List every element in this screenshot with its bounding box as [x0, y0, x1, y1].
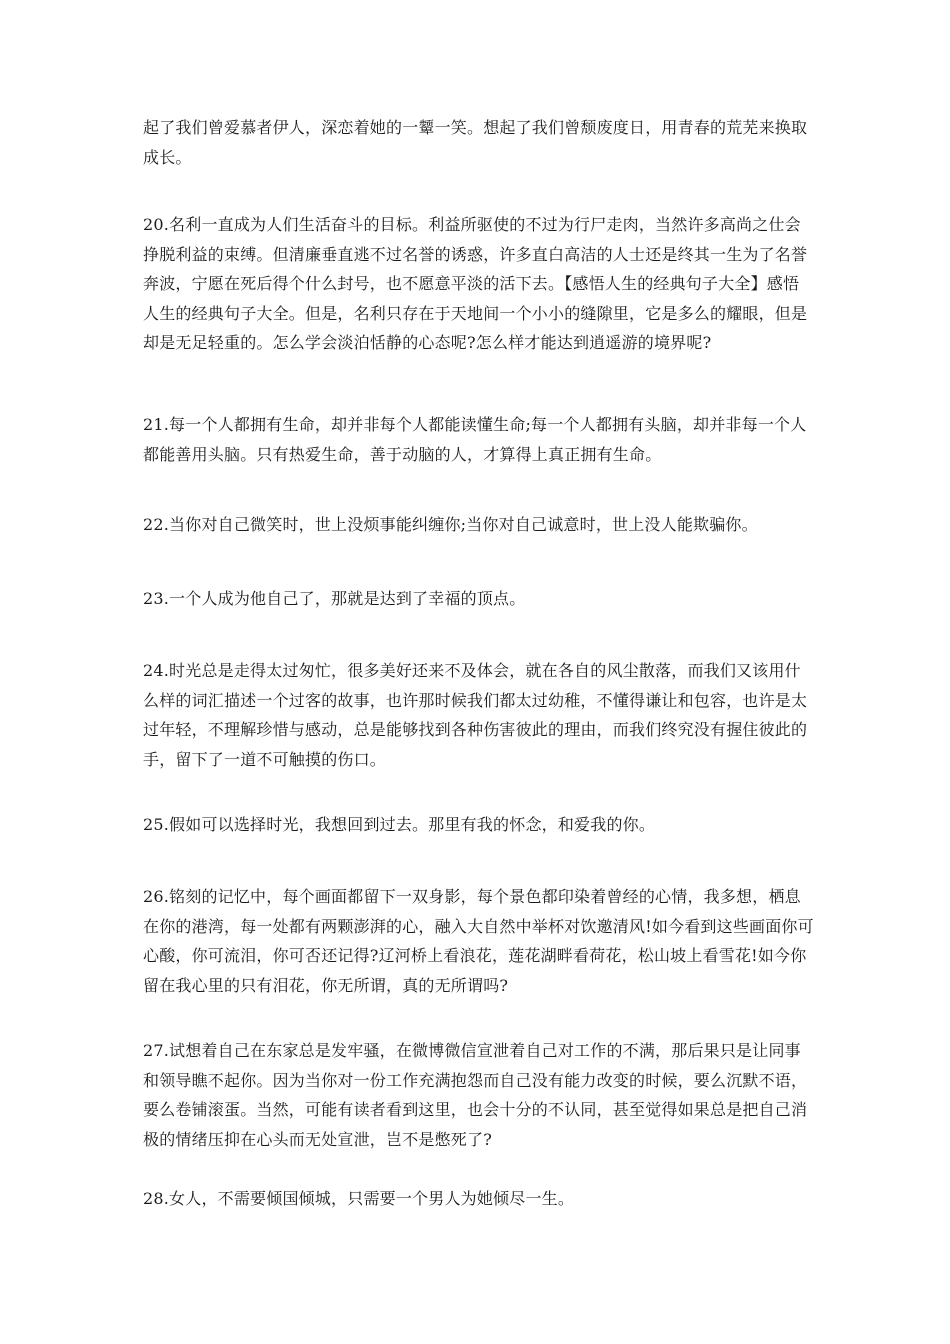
paragraph-26: 26.铭刻的记忆中，每个画面都留下一双身影，每个景色都印染着曾经的心情，我多想，栖息在你的港湾，每一处都有两颗澎湃的心，融入大自然中举杯对饮邀清风!如今看到这些画面你可心酸，你可流泪，你可否还记得?辽河桥上看浪花，莲花湖畔看荷花，松山坡上看雪花!如今你留在我心里的只有泪花，你无所谓，真的无所谓吗?	[143, 887, 814, 995]
paragraph-25: 25.假如可以选择时光，我想回到过去。那里有我的怀念，和爱我的你。	[143, 815, 656, 834]
paragraph-27: 27.试想着自己在东家总是发牢骚，在微博微信宣泄着自己对工作的不满，那后果只是让同事和领导瞧不起你。因为当你对一份工作充满抱怨而自己没有能力改变的时候，要么沉默不语，要么卷铺滚蛋。当然，可能有读者看到这里，也会十分的不认同，甚至觉得如果总是把自己消极的情绪压抑在心头而无处宣泄，岂不是憋死了?	[143, 1041, 808, 1149]
paragraph-20: 20.名利一直成为人们生活奋斗的目标。利益所驱使的不过为行尸走肉，当然许多高尚之仕会挣脱利益的束缚。但清廉垂直逃不过名誉的诱惑，许多直白高洁的人士还是终其一生为了名誉奔波，宁愿在死后得个什么封号，也不愿意平淡的活下去。【感悟人生的经典句子大全】感悟人生的经典句子大全。但是，名利只存在于天地间一个小小的缝隙里，它是多么的耀眼，但是却是无足轻重的。怎么学会淡泊恬静的心态呢?怎么样才能达到逍遥游的境界呢?	[143, 215, 808, 352]
paragraph-continuation: 起了我们曾爱慕者伊人，深恋着她的一颦一笑。想起了我们曾颓废度日，用青春的荒芜来换取成长。	[143, 118, 808, 167]
paragraph-21: 21.每一个人都拥有生命，却并非每个人都能读懂生命;每一个人都拥有头脑，却并非每一个人都能善用头脑。只有热爱生命，善于动脑的人，才算得上真正拥有生命。	[143, 415, 807, 464]
paragraph-28: 28.女人，不需要倾国倾城，只需要一个男人为她倾尽一生。	[143, 1189, 575, 1208]
paragraph-24: 24.时光总是走得太过匆忙，很多美好还来不及体会，就在各自的风尘散落，而我们又该用什么样的词汇描述一个过客的故事，也许那时候我们都太过幼稚，不懂得谦让和包容，也许是太过年轻，不理解珍惜与感动，总是能够找到各种伤害彼此的理由，而我们终究没有握住彼此的手，留下了一道不可触摸的伤口。	[143, 661, 808, 769]
paragraph-23: 23.一个人成为他自己了，那就是达到了幸福的顶点。	[143, 589, 526, 608]
paragraph-22: 22.当你对自己微笑时，世上没烦事能纠缠你;当你对自己诚意时，世上没人能欺骗你。	[143, 515, 758, 534]
